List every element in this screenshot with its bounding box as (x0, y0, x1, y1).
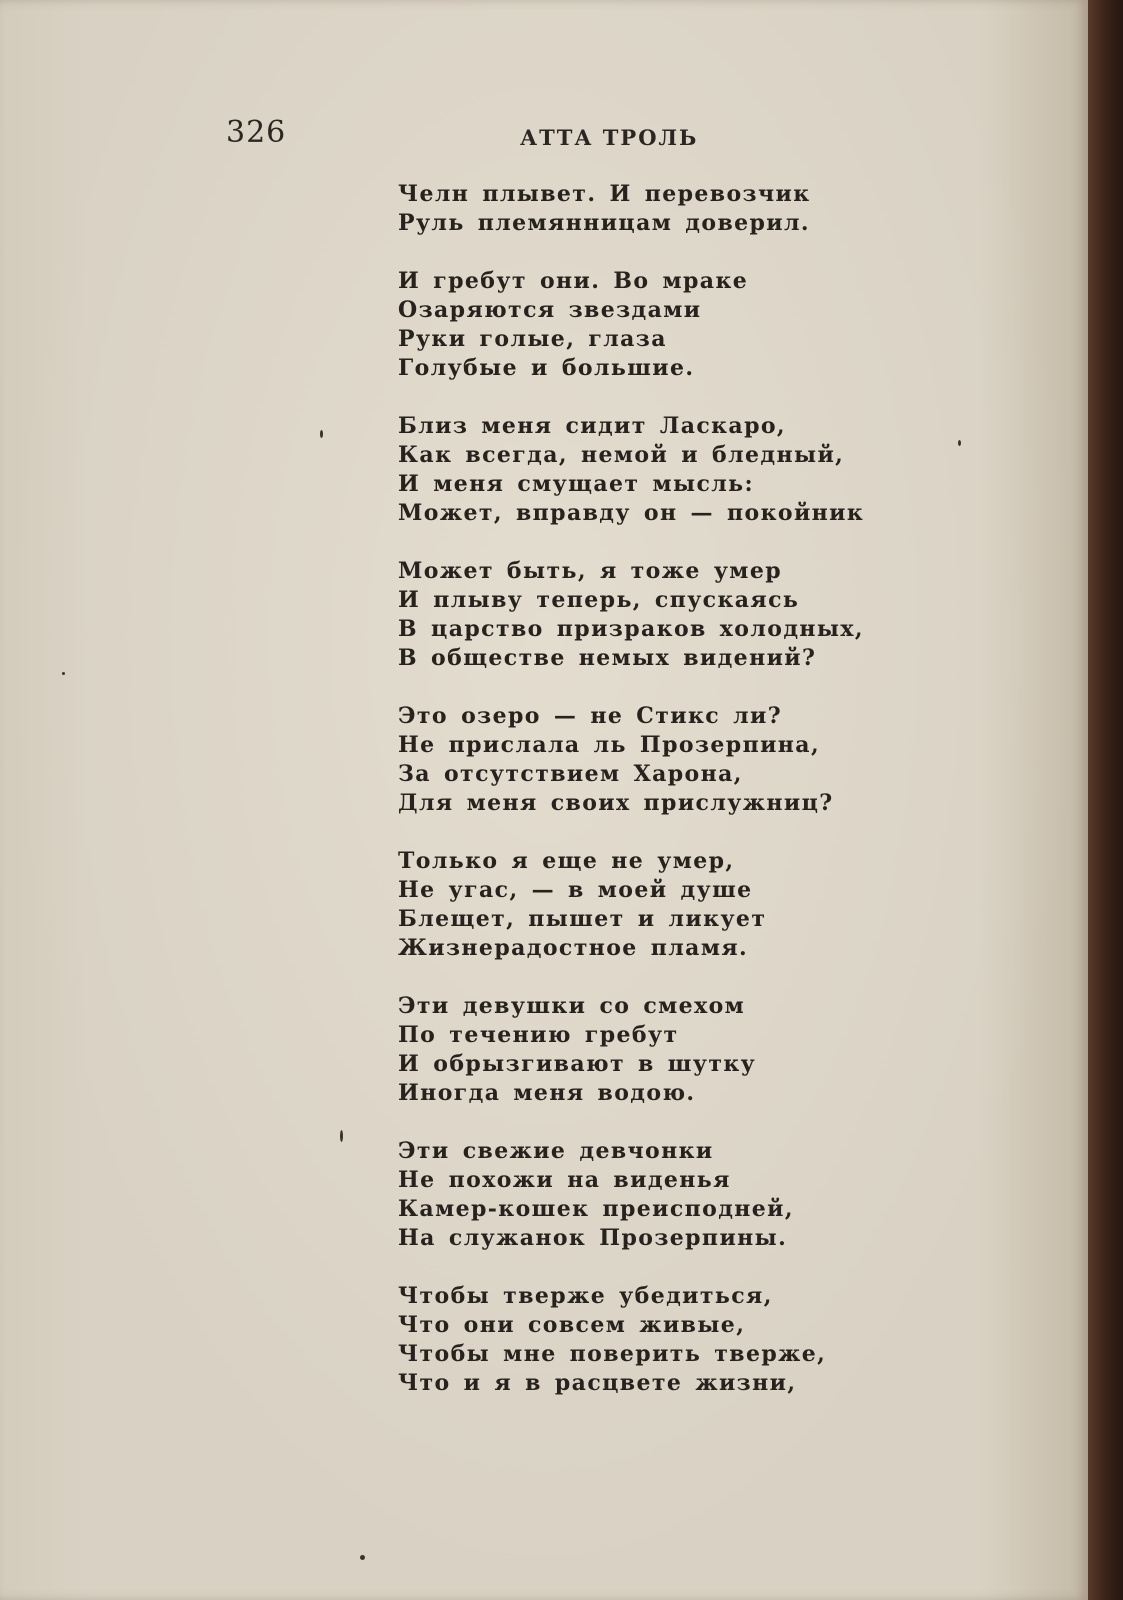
poem-line: Озаряются звездами (398, 297, 702, 323)
stanza (398, 992, 1058, 1108)
poem-line: В обществе немых видений? (398, 645, 817, 671)
stanza (398, 1282, 1058, 1398)
poem-text (398, 180, 1058, 1427)
poem-line: Блещет, пышет и ликует (398, 906, 767, 932)
poem-line: Для меня своих прислужниц? (398, 790, 834, 816)
poem-line: На служанок Прозерпины. (398, 1225, 788, 1251)
poem-line: Что и я в расцвете жизни, (398, 1370, 797, 1396)
paper-speck (62, 672, 65, 675)
paper-speck (340, 1130, 343, 1142)
poem-line: Не похожи на виденья (398, 1167, 731, 1193)
poem-line: По течению гребут (398, 1022, 679, 1048)
poem-line: Только я еще не умер, (398, 848, 735, 874)
paper-speck (958, 440, 961, 446)
poem-line: Эти девушки со смехом (398, 993, 746, 1019)
page-number: 326 (226, 115, 287, 150)
poem-line: Камер-кошек преисподней, (398, 1196, 794, 1222)
poem-line: Чтобы мне поверить тверже, (398, 1341, 827, 1367)
poem-line: Голубые и большие. (398, 355, 695, 381)
paper-speck (320, 430, 323, 438)
stanza (398, 702, 1058, 818)
poem-line: В царство призраков холодных, (398, 616, 864, 642)
running-head: АТТА ТРОЛЬ (520, 125, 699, 150)
poem-line: Это озеро — не Стикс ли? (398, 703, 783, 729)
poem-line: Челн плывет. И перевозчик (398, 181, 811, 207)
poem-line: Руки голые, глаза (398, 326, 667, 352)
poem-line: Может, вправду он — покойник (398, 500, 865, 526)
poem-line: Не прислала ль Прозерпина, (398, 732, 821, 758)
poem-line: Не угас, — в моей душе (398, 877, 753, 903)
poem-line: И плыву теперь, спускаясь (398, 587, 800, 613)
poem-line: Иногда меня водою. (398, 1080, 696, 1106)
poem-line: Что они совсем живые, (398, 1312, 746, 1338)
poem-line: Как всегда, немой и бледный, (398, 442, 845, 468)
poem-line: И гребут они. Во мраке (398, 268, 749, 294)
poem-line: Может быть, я тоже умер (398, 558, 783, 584)
paper-speck (360, 1555, 365, 1560)
book-spine-edge (1088, 0, 1123, 1600)
poem-line: Руль племянницам доверил. (398, 210, 810, 236)
poem-line: За отсутствием Харона, (398, 761, 743, 787)
poem-line: И обрызгивают в шутку (398, 1051, 757, 1077)
poem-line: Эти свежие девчонки (398, 1138, 714, 1164)
poem-line: Близ меня сидит Ласкаро, (398, 413, 786, 439)
stanza (398, 180, 1058, 238)
stanza (398, 847, 1058, 963)
stanza (398, 1137, 1058, 1253)
stanza (398, 557, 1058, 673)
stanza (398, 267, 1058, 383)
stanza (398, 412, 1058, 528)
poem-line: Чтобы тверже убедиться, (398, 1283, 773, 1309)
poem-line: И меня смущает мысль: (398, 471, 755, 497)
poem-line: Жизнерадостное пламя. (398, 935, 749, 961)
